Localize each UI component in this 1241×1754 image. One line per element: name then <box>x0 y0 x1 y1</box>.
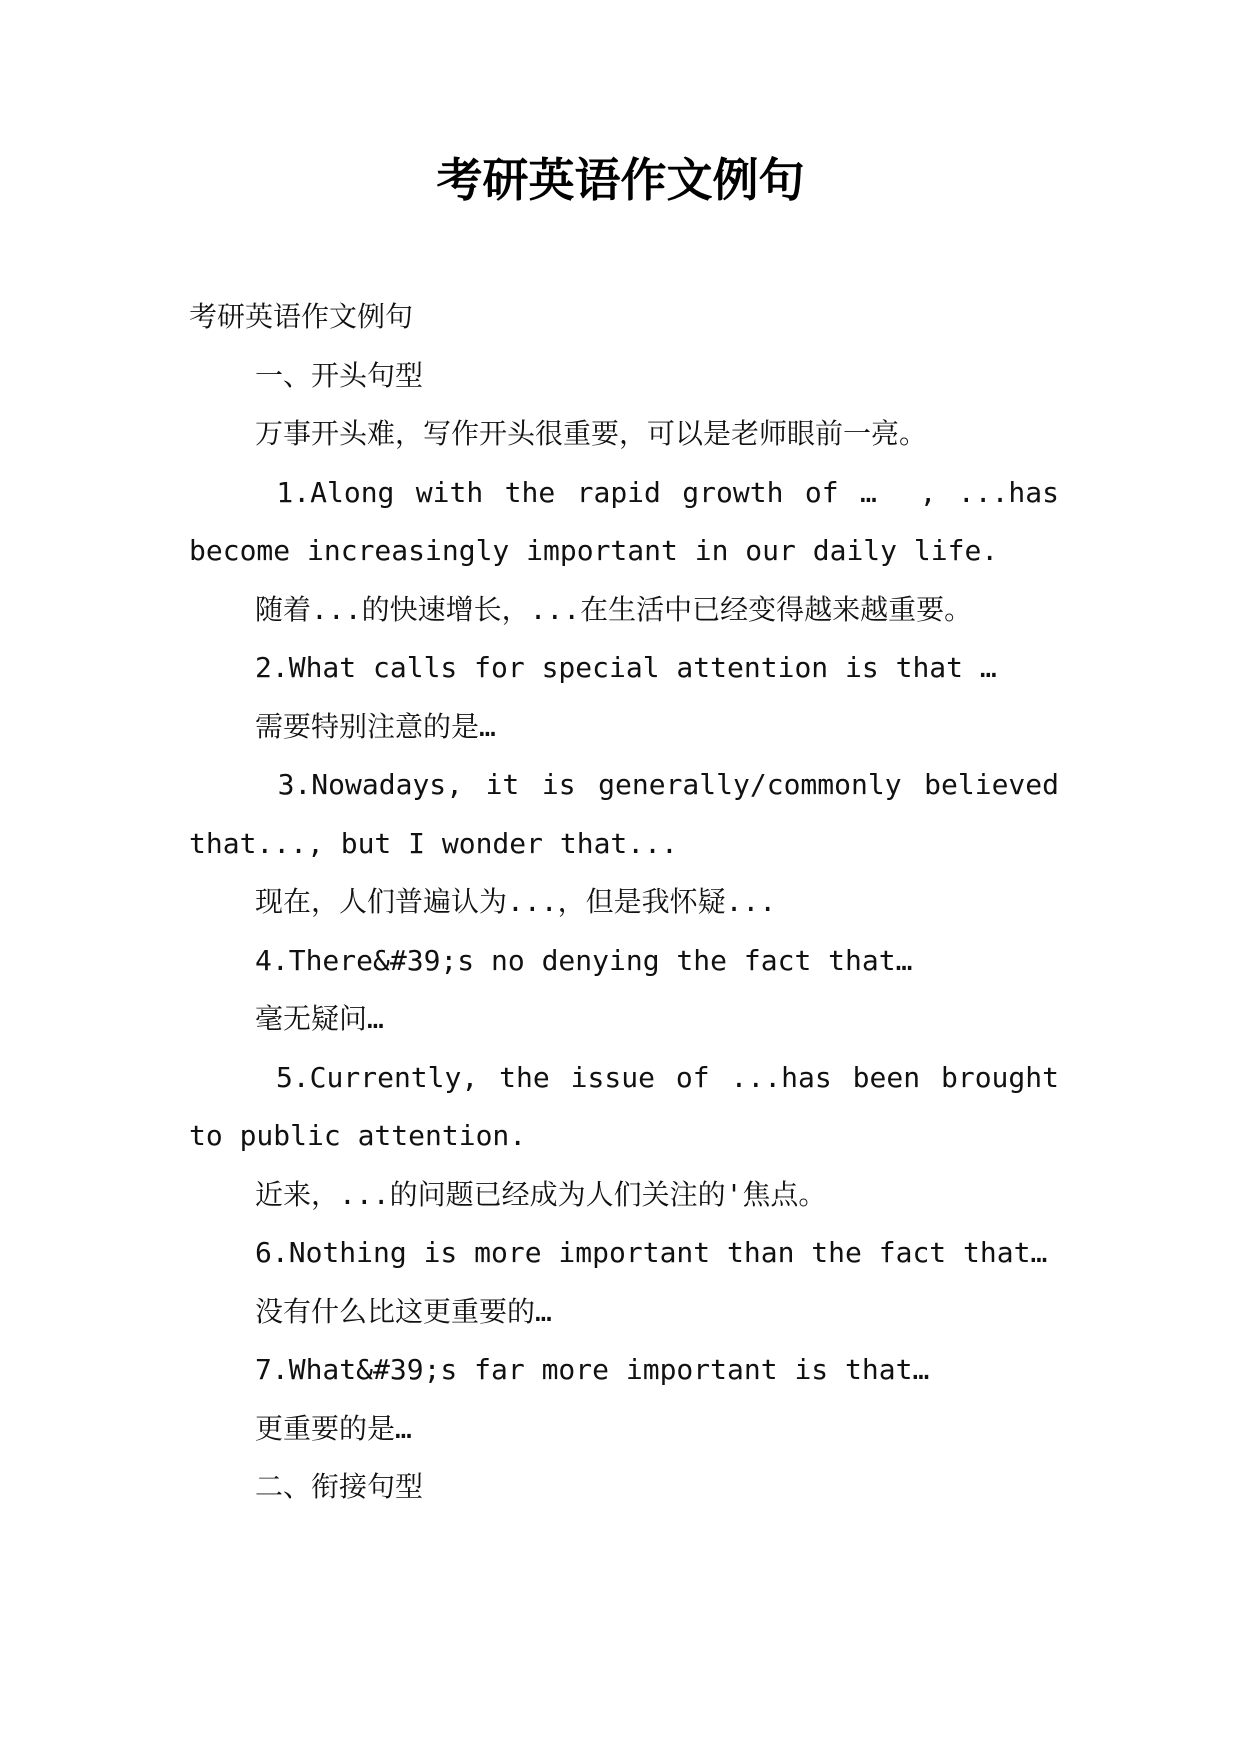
translation: 需要特别注意的是… <box>255 709 496 743</box>
example-sentence: 4.There&#39;s no denying the fact that… <box>255 943 913 977</box>
translation: 随着...的快速增长，...在生活中已经变得越来越重要。 <box>255 592 973 626</box>
example-sentence: 1.Along with the rapid growth of … , ...has become increasingly important in our daily life. <box>189 475 1076 567</box>
example-sentence: 6.Nothing is more important than the fact that… <box>255 1236 1048 1269</box>
example-sentence: 5.Currently, the issue of ...has been brought to public attention. <box>189 1060 1076 1152</box>
translation: 没有什么比这更重要的… <box>255 1294 552 1328</box>
section-heading: 二、衔接句型 <box>255 1470 424 1503</box>
translation: 更重要的是… <box>255 1411 412 1445</box>
example-sentence: 3.Nowadays, it is generally/commonly believed that..., but I wonder that... <box>189 768 1076 860</box>
translation: 毫无疑问… <box>255 1002 384 1035</box>
document-title: 考研英语作文例句 <box>436 153 805 207</box>
translation: 现在，人们普遍认为...，但是我怀疑... <box>255 885 777 918</box>
paragraph: 万事开头难，写作开头很重要，可以是老师眼前一亮。 <box>255 417 928 450</box>
translation: 近来，...的问题已经成为人们关注的'焦点。 <box>255 1177 827 1211</box>
paragraph: 考研英语作文例句 <box>189 300 414 333</box>
example-sentence: 2.What calls for special attention is that … <box>255 651 997 684</box>
section-heading: 一、开头句型 <box>255 358 424 392</box>
example-sentence: 7.What&#39;s far more important is that… <box>255 1353 930 1386</box>
document-body <box>189 288 1076 1517</box>
